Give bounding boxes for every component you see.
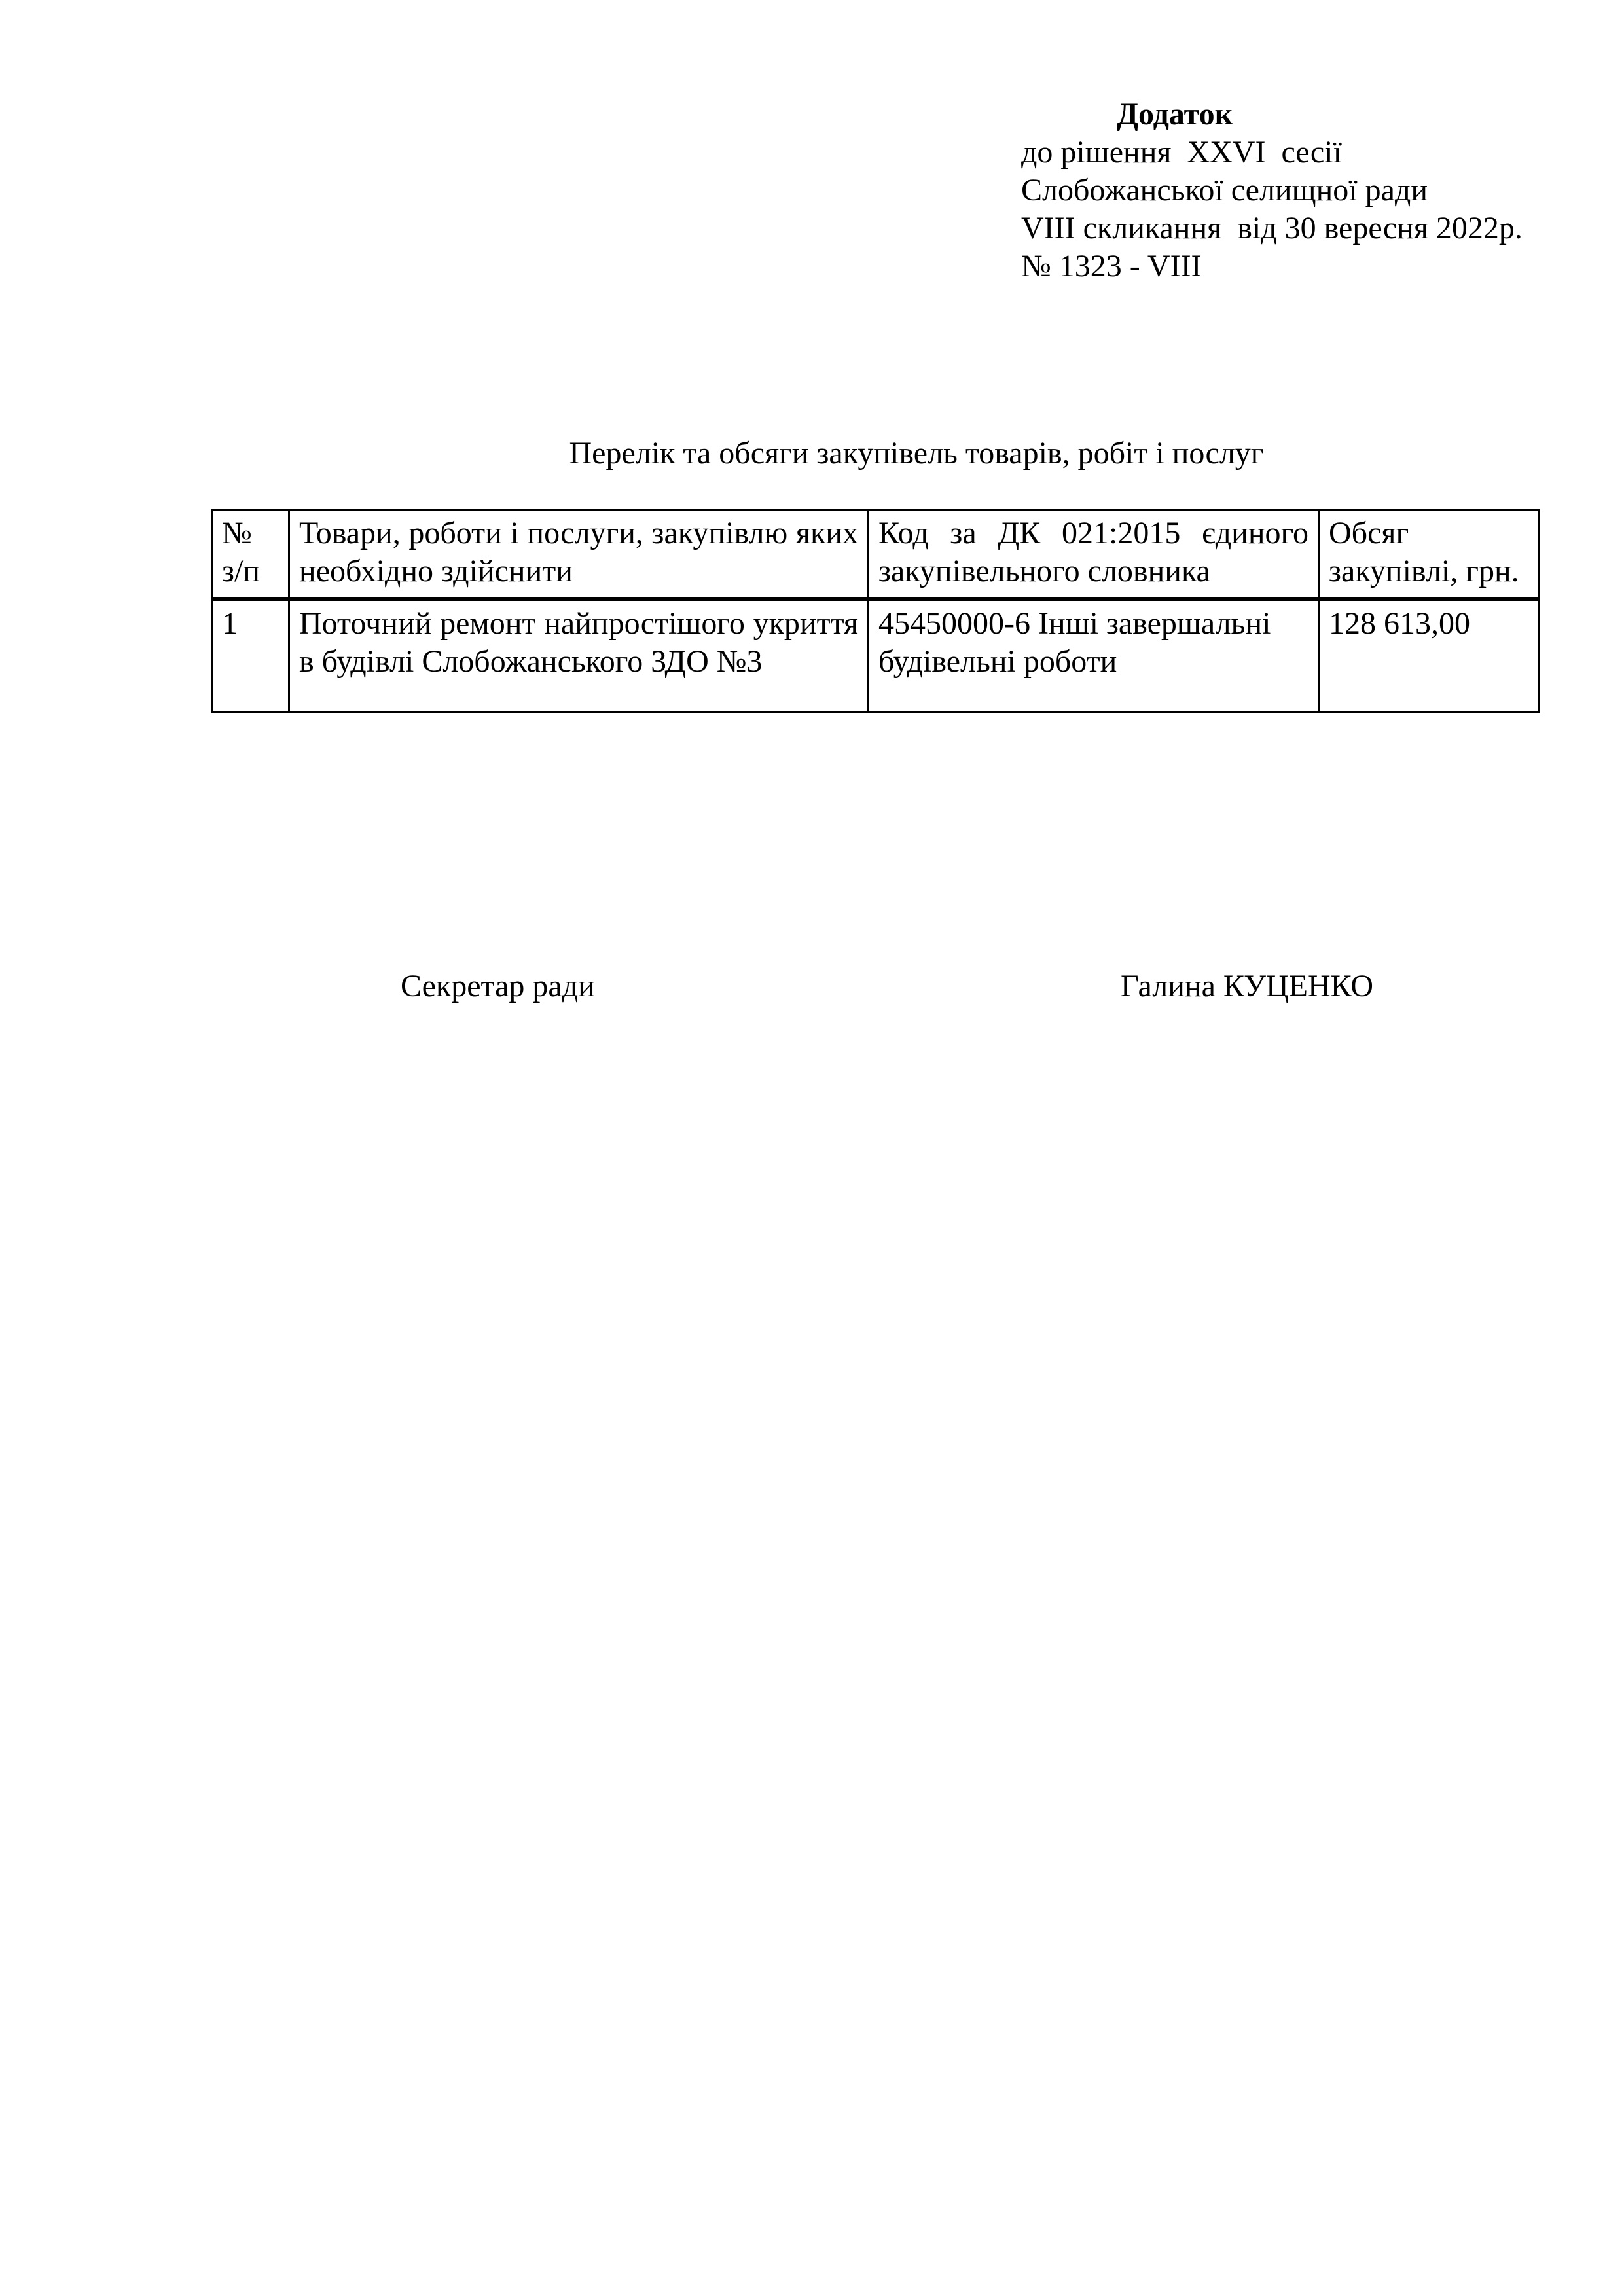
decision-number-line: № 1323 - VIII [1021, 249, 1202, 283]
cell-item-description: Поточний ремонт найпростішого укриття в будівлі Слобожанського ЗДО №3 [289, 599, 869, 711]
appendix-header-block [1021, 96, 1610, 285]
document-title: Перелік та обсяги закупівель товарів, робіт і послуг [569, 436, 1264, 471]
appendix-label: Додаток [1117, 97, 1233, 132]
header-cell-amount: Обсяг закупівлі, грн. [1319, 510, 1540, 600]
convocation-date-line: VIII скликання від 30 вересня 2022р. [1021, 211, 1523, 245]
signature-role: Секретар ради [401, 969, 595, 1003]
procurement-table [211, 509, 1540, 713]
decision-session-line: до рішення XXVI сесії [1021, 135, 1342, 170]
header-cell-code: Код за ДК 021:2015 єдиного закупівельного словника [869, 510, 1319, 600]
table-row [212, 599, 1540, 711]
council-name-line: Слобожанської селищної ради [1021, 173, 1428, 207]
signature-name: Галина КУЦЕНКО [1121, 969, 1374, 1003]
header-cell-item: Товари, роботи і послуги, закупівлю яких необхідно здійснити [289, 510, 869, 600]
cell-dk-code: 45450000-6 Інші завершальні будівельні роботи [869, 599, 1319, 711]
cell-amount: 128 613,00 [1319, 599, 1540, 711]
header-cell-number: № з/п [212, 510, 289, 600]
cell-row-number: 1 [212, 599, 289, 711]
table-header-row [212, 510, 1540, 600]
